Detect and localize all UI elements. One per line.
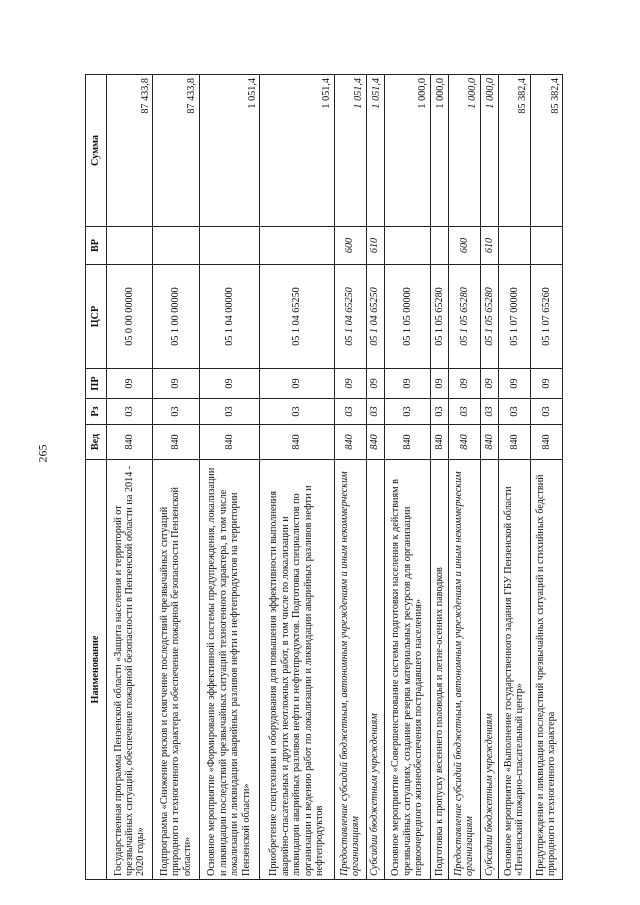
page-number (30, 440, 56, 466)
row-rz: 03 (530, 399, 562, 425)
row-vr: 610 (366, 227, 384, 265)
row-csr: 05 1 04 65250 (259, 265, 334, 369)
page-number-text: 265 (35, 444, 50, 462)
row-rz: 03 (480, 399, 498, 425)
row-sum: 1 000,0 (384, 75, 430, 227)
row-pr: 09 (480, 369, 498, 399)
row-ved: 840 (334, 425, 366, 460)
row-csr: 05 1 05 65280 (448, 265, 480, 369)
row-sum: 1 000,0 (480, 75, 498, 227)
row-pr: 09 (430, 369, 448, 399)
row-sum: 1 051,4 (259, 75, 334, 227)
row-ved: 840 (107, 425, 153, 460)
row-name: Основное мероприятие «Формирование эффективной системы предупреждения, локализации и ликвидации последствий чрезвычайных ситуаций техногенного характера, в том числе локализации и ликвидации аварийных разливов нефти и нефтепродуктов на территории Пензенской области» (199, 460, 259, 880)
row-ved: 840 (530, 425, 562, 460)
row-rz: 03 (153, 399, 199, 425)
row-sum: 1 000,0 (448, 75, 480, 227)
row-sum: 1 000,0 (430, 75, 448, 227)
row-vr (530, 227, 562, 265)
row-rz: 03 (366, 399, 384, 425)
row-csr: 05 1 04 65250 (366, 265, 384, 369)
row-ved: 840 (480, 425, 498, 460)
header-rz: Рз (86, 399, 107, 425)
row-rz: 03 (259, 399, 334, 425)
row-pr: 09 (384, 369, 430, 399)
table-row (480, 75, 498, 880)
table-row (448, 75, 480, 880)
row-rz: 03 (430, 399, 448, 425)
row-csr: 05 0 00 00000 (107, 265, 153, 369)
row-name: Предупреждение и ликвидация последствий чрезвычайных ситуаций и стихийных бедствий природного и техногенного характера (530, 460, 562, 880)
table-row (153, 75, 199, 880)
row-rz: 03 (199, 399, 259, 425)
row-pr: 09 (153, 369, 199, 399)
row-ved: 840 (259, 425, 334, 460)
row-ved: 840 (199, 425, 259, 460)
row-vr: 600 (448, 227, 480, 265)
row-sum: 87 433,8 (107, 75, 153, 227)
row-sum: 1 051,4 (334, 75, 366, 227)
row-rz: 03 (384, 399, 430, 425)
row-vr (384, 227, 430, 265)
row-vr (199, 227, 259, 265)
row-vr (498, 227, 530, 265)
row-pr: 09 (107, 369, 153, 399)
row-name: Подготовка к пропуску весеннего половодья и летне-осенних паводков (430, 460, 448, 880)
row-vr: 600 (334, 227, 366, 265)
row-ved: 840 (384, 425, 430, 460)
header-csr: ЦСР (86, 265, 107, 369)
row-csr: 05 1 04 00000 (199, 265, 259, 369)
row-rz: 03 (448, 399, 480, 425)
row-name: Предоставление субсидий бюджетным, автономным учреждениям и иным некоммерческим организациям (448, 460, 480, 880)
row-vr: 610 (480, 227, 498, 265)
row-pr: 09 (199, 369, 259, 399)
row-sum: 85 382,4 (530, 75, 562, 227)
table-row (366, 75, 384, 880)
row-vr (430, 227, 448, 265)
header-vr: ВР (86, 227, 107, 265)
row-sum: 1 051,4 (366, 75, 384, 227)
row-pr: 09 (498, 369, 530, 399)
table-row (430, 75, 448, 880)
table-row (334, 75, 366, 880)
row-csr: 05 1 04 65250 (334, 265, 366, 369)
row-name: Предоставление субсидий бюджетным, автономным учреждениям и иным некоммерческим организациям (334, 460, 366, 880)
table-row (199, 75, 259, 880)
budget-table-container (85, 75, 563, 880)
row-ved: 840 (366, 425, 384, 460)
row-name: Приобретение спецтехники и оборудования для повышения эффективности выполнения аварийно-спасательных и других неотложных работ, в том числе по локализации и ликвидации аварийных разливов нефти и нефтепродуктов. Подготовка специалистов по организации и ведению работ по локализации и ликвидации аварийных разливов нефти и нефтепродуктов (259, 460, 334, 880)
row-vr (107, 227, 153, 265)
row-name: Подпрограмма «Снижение рисков и смягчение последствий чрезвычайных ситуаций природного и техногенного характера и обеспечение пожарной безопасности Пензенской области» (153, 460, 199, 880)
row-sum: 87 433,8 (153, 75, 199, 227)
row-csr: 05 1 00 00000 (153, 265, 199, 369)
row-name: Субсидии бюджетным учреждениям (366, 460, 384, 880)
row-rz: 03 (498, 399, 530, 425)
table-row (259, 75, 334, 880)
row-name: Основное мероприятие «Выполнение государственного задания ГБУ Пензенской области «Пензенский пожарно-спасательный центр» (498, 460, 530, 880)
table-row (498, 75, 530, 880)
table-row (384, 75, 430, 880)
row-name: Государственная программа Пензенской области «Защита населения и территорий от чрезвычайных ситуаций, обеспечение пожарной безопасности в Пензенской области на 2014 - 2020 годы» (107, 460, 153, 880)
header-ved: Вед (86, 425, 107, 460)
table-header-row (86, 75, 107, 880)
row-name: Субсидии бюджетным учреждениям (480, 460, 498, 880)
row-ved: 840 (448, 425, 480, 460)
row-pr: 09 (530, 369, 562, 399)
row-vr (259, 227, 334, 265)
row-pr: 09 (334, 369, 366, 399)
row-csr: 05 1 05 65280 (430, 265, 448, 369)
row-vr (153, 227, 199, 265)
row-pr: 09 (259, 369, 334, 399)
table-row (530, 75, 562, 880)
row-ved: 840 (430, 425, 448, 460)
row-csr: 05 1 07 00000 (498, 265, 530, 369)
header-pr: ПР (86, 369, 107, 399)
row-csr: 05 1 05 00000 (384, 265, 430, 369)
row-rz: 03 (334, 399, 366, 425)
budget-table (85, 74, 563, 880)
row-name: Основное мероприятие «Совершенствование системы подготовки населения к действиям в чрезвычайных ситуациях, создание резерва материальных ресурсов для организации первоочередного жизнеобеспечения пострадавшего населения» (384, 460, 430, 880)
header-name: Наименование (86, 460, 107, 880)
row-ved: 840 (498, 425, 530, 460)
row-csr: 05 1 05 65280 (480, 265, 498, 369)
row-pr: 09 (366, 369, 384, 399)
row-pr: 09 (448, 369, 480, 399)
row-rz: 03 (107, 399, 153, 425)
row-csr: 05 1 07 65260 (530, 265, 562, 369)
row-sum: 85 382,4 (498, 75, 530, 227)
table-row (107, 75, 153, 880)
row-sum: 1 051,4 (199, 75, 259, 227)
header-sum: Сумма (86, 75, 107, 227)
row-ved: 840 (153, 425, 199, 460)
